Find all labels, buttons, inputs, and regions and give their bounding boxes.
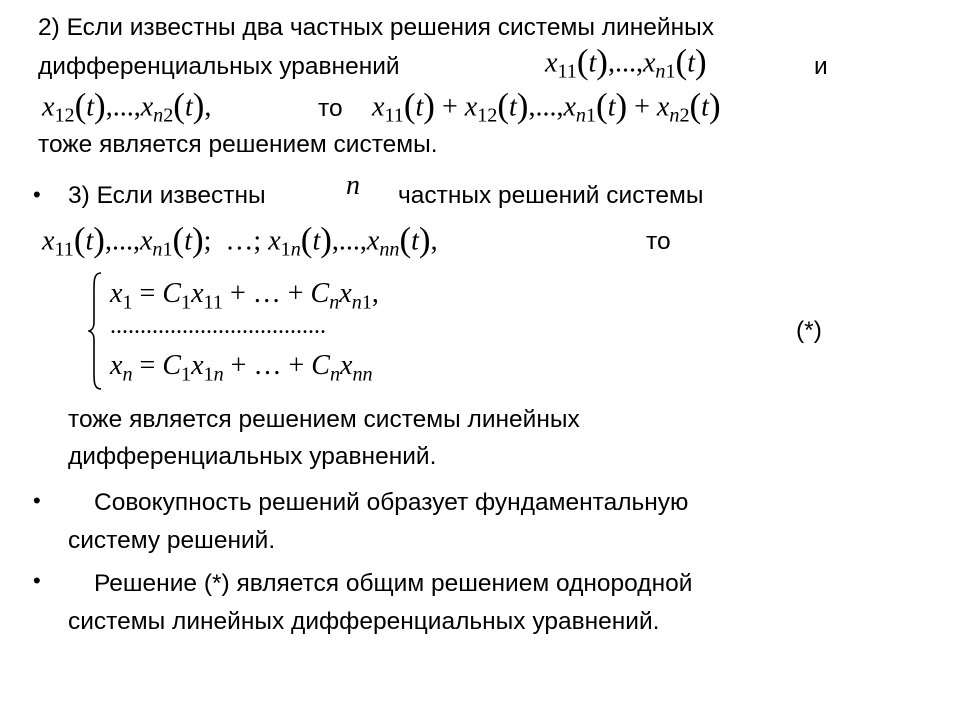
bullet-1: • — [33, 182, 41, 207]
paragraph-2-line-2: дифференциальных уравнений — [38, 53, 400, 80]
conjunction-and: и — [814, 53, 828, 80]
formula-x11-xn1: $x_{11}(t),...,x_{n1}(t)$ — [545, 42, 707, 83]
equation-xn: $x_n = C_1x_{1n}$ + … + $C_nx_{nn}$ — [110, 350, 373, 386]
word-then-1: то — [318, 95, 343, 122]
equation-label-star: (*) — [796, 317, 822, 344]
paragraph-3-after-2: дифференциальных уравнений. — [68, 443, 437, 470]
formula-sum-solution: $x_{11}(t) + x_{12}(t),...,x_{n1}(t) + x_{n2}(t)$ — [372, 86, 721, 127]
bullet-2: • — [33, 488, 41, 513]
paragraph-3-line-1b: частных решений системы — [398, 182, 704, 209]
equation-x1: $x_1 = C_1x_{11}$ + … + $C_nx_{n1}$, — [110, 278, 379, 314]
formula-solutions-list: $x_{11}(t),...,x_{n1}(t)$; …; $x_{1n}(t),...,x_{nn}(t)$, — [42, 220, 438, 261]
paragraph-2-line-4: тоже является решением системы. — [38, 131, 438, 158]
bullet-2-line-2: систему решений. — [68, 527, 276, 554]
equation-system — [88, 270, 468, 395]
bullet-3-line-2: системы линейных дифференциальных уравнений. — [68, 608, 660, 635]
bullet-3: • — [33, 568, 41, 593]
formula-x12-xn2: $x_{12}(t),...,x_{n2}(t)$, — [42, 86, 212, 127]
paragraph-3-line-1a: 3) Если известны — [68, 182, 266, 209]
paragraph-2-line-1: 2) Если известны два частных решения системы линейных — [38, 14, 714, 41]
bullet-3-line-1: Решение (*) является общим решением однородной — [94, 570, 693, 597]
word-then-2: то — [646, 228, 671, 255]
dotted-line: .................................... — [110, 313, 326, 339]
paragraph-3-after-1: тоже является решением системы линейных — [68, 406, 580, 433]
bullet-2-line-1: Совокупность решений образует фундаментальную — [94, 489, 689, 516]
formula-n: n — [346, 170, 360, 201]
left-brace — [88, 272, 102, 390]
